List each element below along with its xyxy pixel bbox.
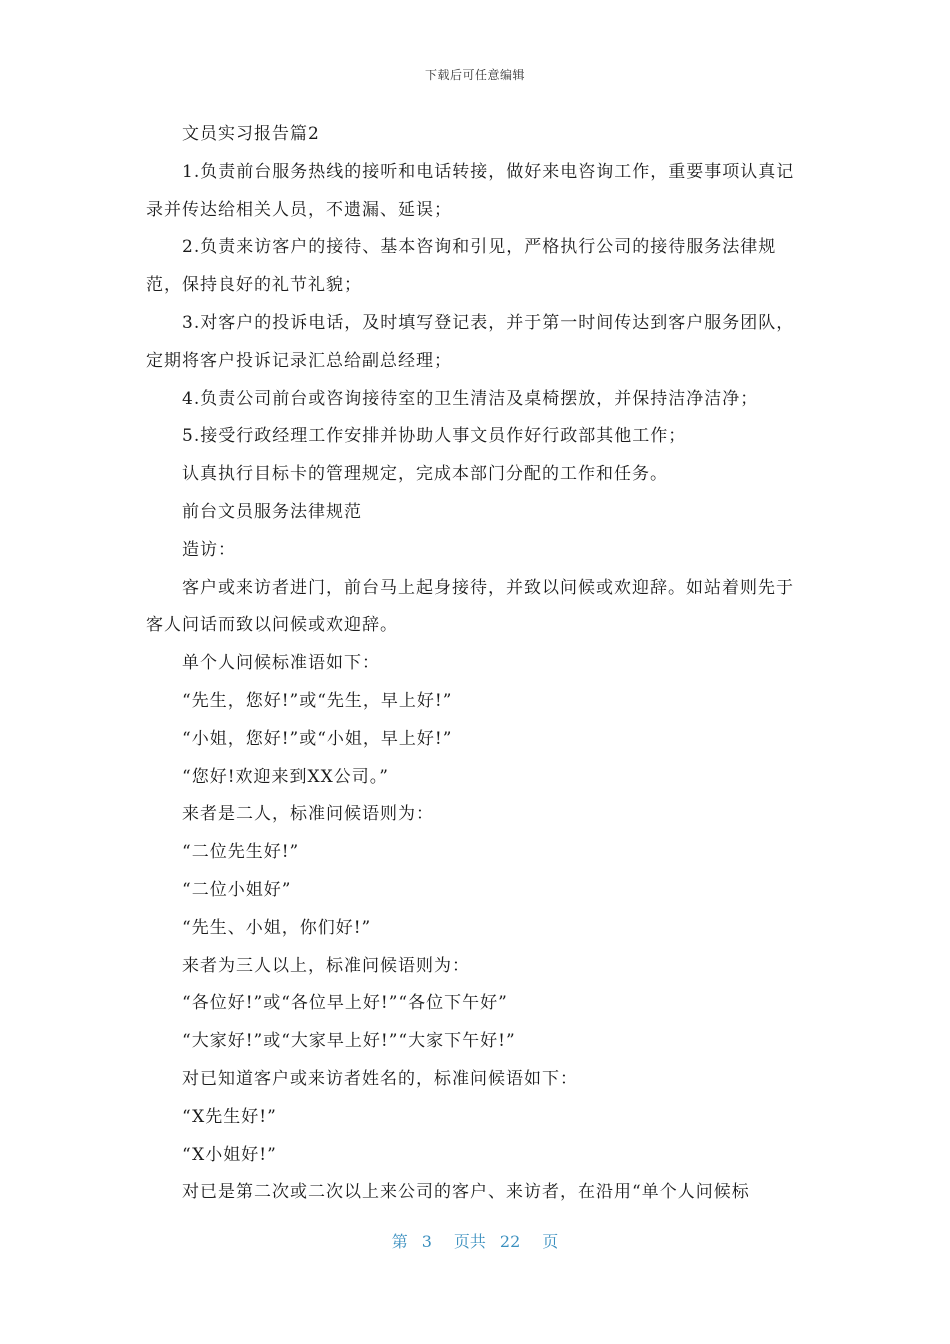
document-body	[146, 116, 802, 1212]
paragraph: 1.负责前台服务热线的接听和电话转接，做好来电咨询工作，重要事项认真记录并传达给相关人员，不遗漏、延误；	[146, 161, 795, 220]
page-suffix: 页	[542, 1232, 559, 1251]
greeting-line: “X先生好!”	[182, 1106, 277, 1127]
current-page-number: 3	[421, 1232, 432, 1251]
paragraph: 造访：	[182, 539, 236, 560]
page-middle: 页共	[453, 1232, 486, 1251]
paragraph: 4.负责公司前台或咨询接待室的卫生清洁及桌椅摆放，并保持洁净洁净；	[182, 388, 759, 409]
paragraph: 单个人问候标准语如下：	[182, 653, 380, 674]
greeting-line: “先生、小姐，你们好!”	[182, 917, 372, 938]
greeting-line: “二位先生好!”	[182, 842, 300, 863]
greeting-line: “各位好!”或“各位早上好!”“各位下午好”	[182, 993, 508, 1014]
greeting-line: “您好!欢迎来到XX公司。”	[182, 766, 389, 787]
section-heading: 前台文员服务法律规范	[182, 501, 362, 522]
total-pages-number: 22	[499, 1232, 521, 1251]
paragraph: 客户或来访者进门，前台马上起身接待，并致以问候或欢迎辞。如站着则先于客人问话而致以问候或欢迎辞。	[146, 577, 794, 636]
paragraph: 2.负责来访客户的接待、基本咨询和引见，严格执行公司的接待服务法律规范，保持良好的礼节礼貌；	[146, 237, 777, 296]
greeting-line: “大家好!”或“大家早上好!”“大家下午好!”	[182, 1031, 516, 1052]
page-prefix: 第	[391, 1232, 408, 1251]
greeting-line: “先生，您好!”或“先生，早上好!”	[182, 690, 453, 711]
greeting-line: “二位小姐好”	[182, 879, 292, 900]
paragraph: 认真执行目标卡的管理规定，完成本部门分配的工作和任务。	[182, 464, 668, 485]
page-footer	[0, 1229, 950, 1252]
paragraph: 对已知道客户或来访者姓名的，标准问候语如下：	[182, 1068, 578, 1089]
paragraph: 来者为三人以上，标准问候语则为：	[182, 955, 470, 976]
paragraph: 3.对客户的投诉电话，及时填写登记表，并于第一时间传达到客户服务团队，定期将客户投诉记录汇总给副总经理；	[146, 312, 795, 371]
paragraph: 5.接受行政经理工作安排并协助人事文员作好行政部其他工作；	[182, 426, 687, 447]
section-title: 文员实习报告篇2	[182, 124, 320, 144]
greeting-line: “小姐，您好!”或“小姐，早上好!”	[182, 728, 453, 749]
paragraph: 对已是第二次或二次以上来公司的客户、来访者，在沿用“单个人问候标	[182, 1182, 750, 1203]
greeting-line: “X小姐好!”	[182, 1144, 277, 1165]
paragraph: 来者是二人，标准问候语则为：	[182, 804, 434, 825]
header-note: 下载后可任意编辑	[424, 68, 525, 82]
